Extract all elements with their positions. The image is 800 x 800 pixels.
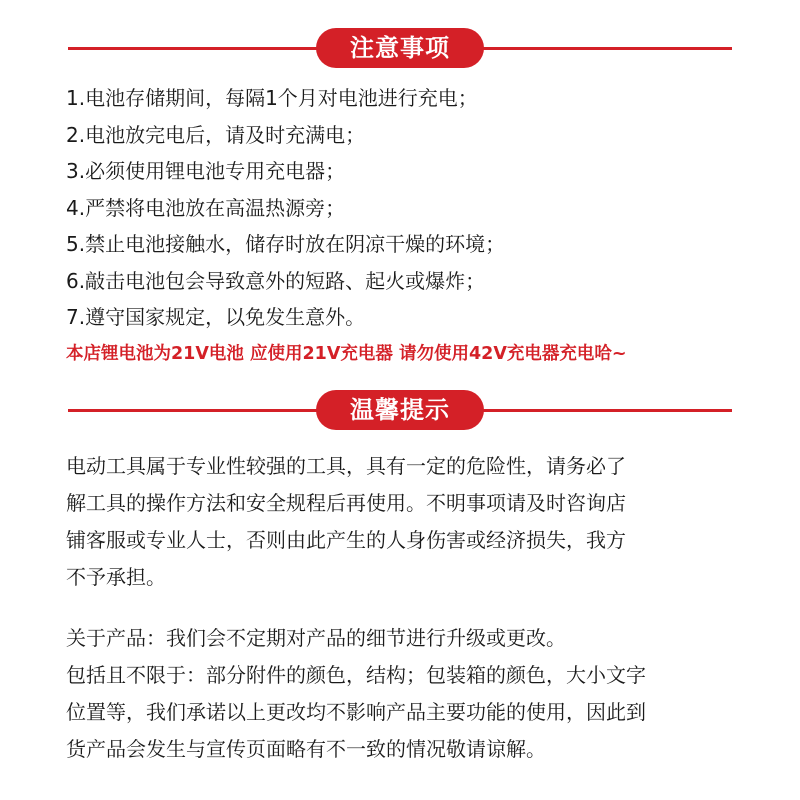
paragraph-line: 位置等，我们承诺以上更改均不影响产品主要功能的使用，因此到	[66, 700, 646, 724]
notice-title: 注意事项	[316, 28, 484, 68]
charger-warning: 本店锂电池为21V电池 应使用21V充电器 请勿使用42V充电器充电哈~	[66, 344, 627, 364]
about-product-paragraph	[66, 620, 746, 768]
notice-item: 7.遵守国家规定，以免发生意外。	[66, 305, 366, 329]
paragraph-line: 货产品会发生与宣传页面略有不一致的情况敬请谅解。	[66, 737, 546, 761]
notice-item: 2.电池放完电后，请及时充满电；	[66, 122, 366, 147]
notice-item: 6.敲击电池包会导致意外的短路、起火或爆炸；	[66, 268, 486, 293]
notice-list	[66, 80, 786, 336]
notice-item: 1.电池存储期间，每隔1个月对电池进行充电；	[66, 86, 478, 110]
paragraph-line: 包括且不限于：部分附件的颜色，结构；包装箱的颜色，大小文字	[66, 663, 646, 687]
paragraph-line: 解工具的操作方法和安全规程后再使用。不明事项请及时咨询店	[66, 491, 626, 515]
notice-item: 4.严禁将电池放在高温热源旁；	[66, 195, 346, 220]
tips-paragraph	[66, 448, 746, 596]
tips-title: 温馨提示	[316, 390, 484, 430]
paragraph-line: 铺客服或专业人士，否则由此产生的人身伤害或经济损失，我方	[66, 528, 626, 552]
notice-item: 3.必须使用锂电池专用充电器；	[66, 159, 346, 183]
tips-section-header	[68, 390, 732, 430]
notice-item: 5.禁止电池接触水，储存时放在阴凉干燥的环境；	[66, 232, 506, 256]
notice-section-header	[68, 28, 732, 68]
paragraph-line: 电动工具属于专业性较强的工具，具有一定的危险性，请务必了	[66, 454, 626, 478]
paragraph-line: 不予承担。	[66, 565, 166, 589]
paragraph-line: 关于产品：我们会不定期对产品的细节进行升级或更改。	[66, 626, 566, 650]
